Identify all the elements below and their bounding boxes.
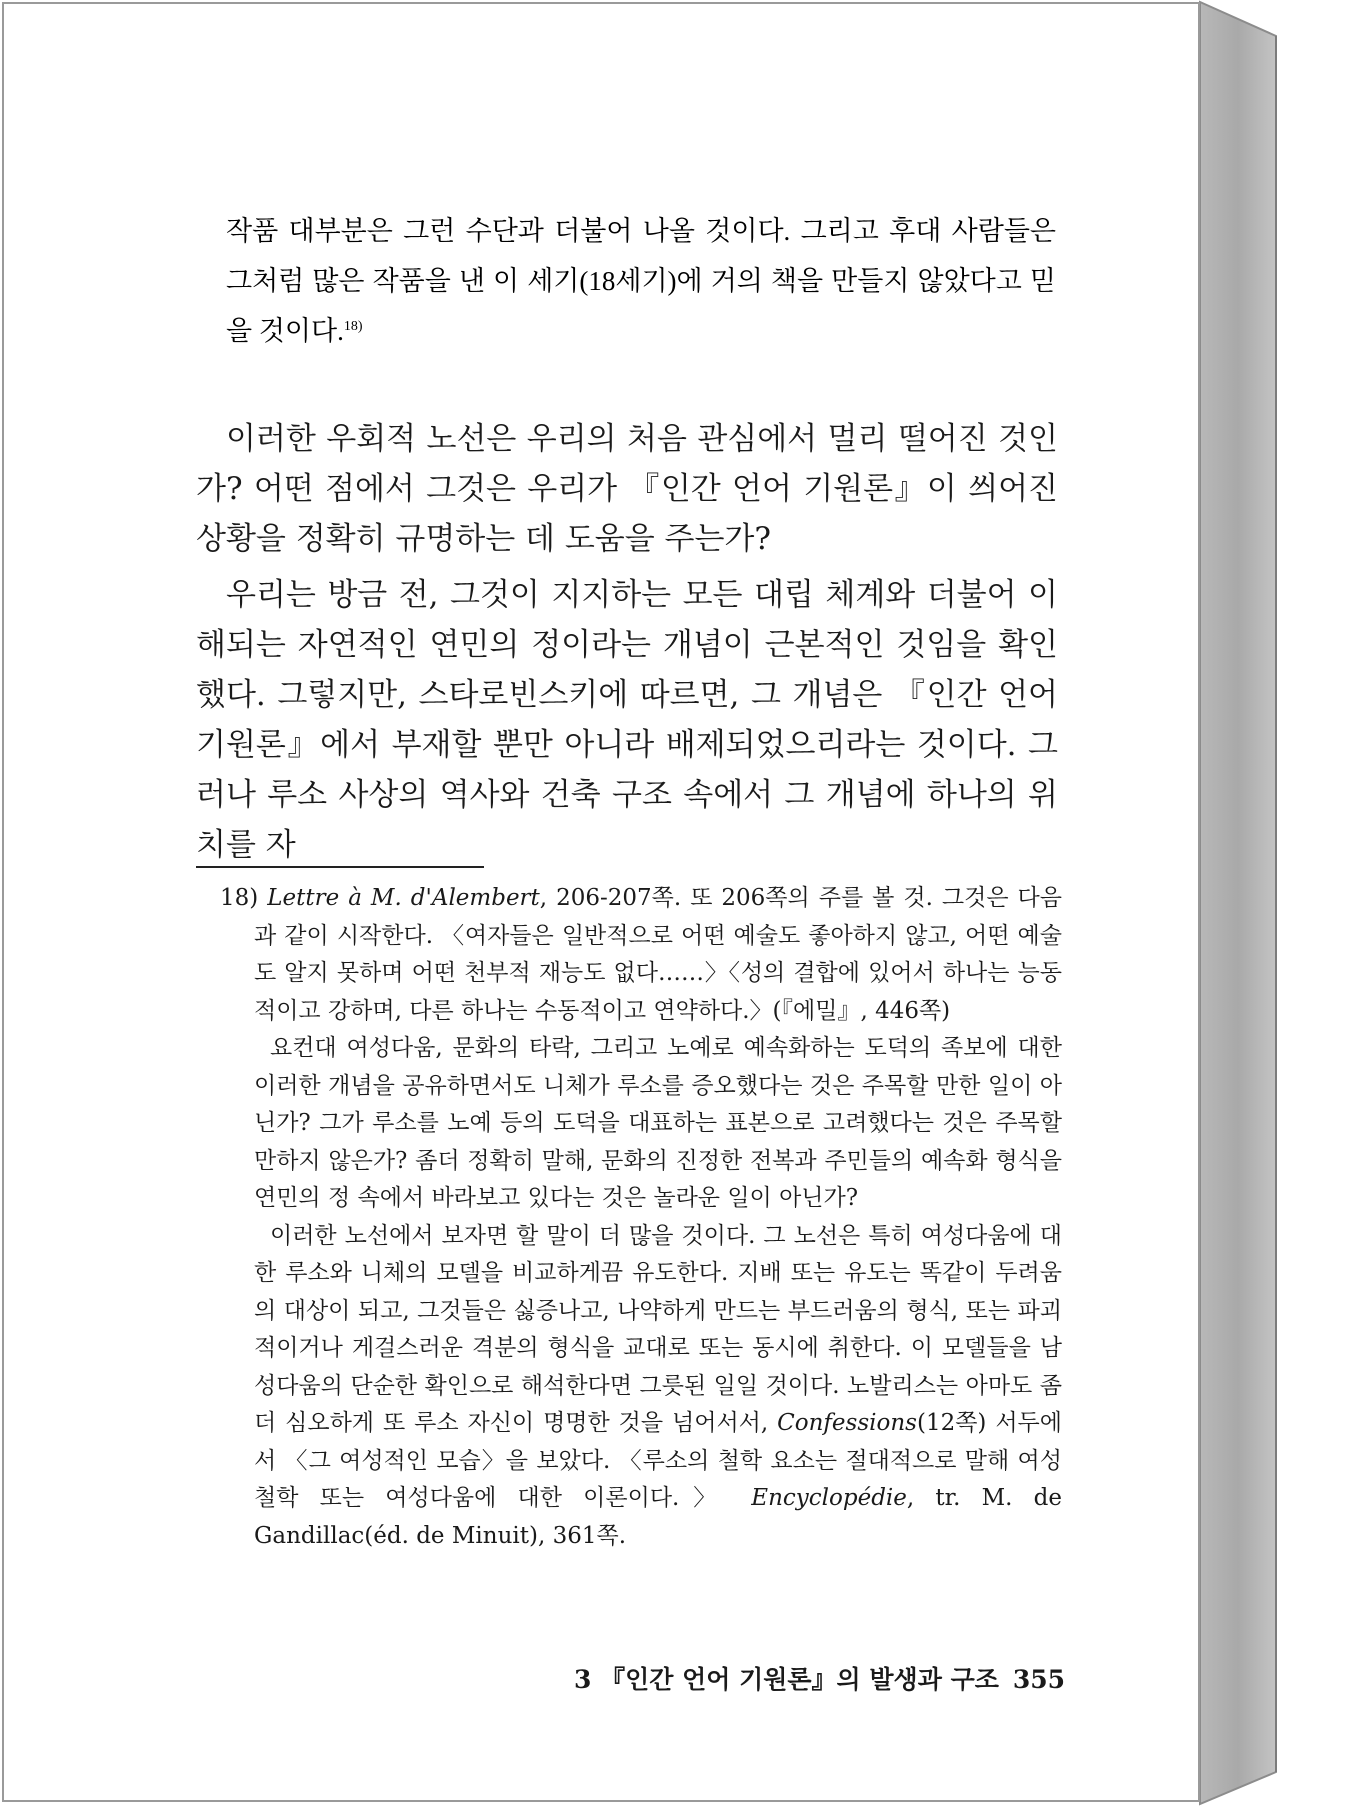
body-text xyxy=(196,414,1058,870)
footnote-title: Lettre à M. d'Alembert xyxy=(267,885,540,911)
footnote-p3-text-c: , tr. M. de Gandillac(éd. de Minuit), 361쪽. xyxy=(254,1485,1062,1549)
footnote-paragraph-3 xyxy=(220,1218,1062,1556)
block-quote-text: 작품 대부분은 그런 수단과 더불어 나올 것이다. 그리고 후대 사람들은 그처럼 많은 작품을 낸 이 세기(18세기)에 거의 책을 만들지 않았다고 믿을 것이다. xyxy=(226,216,1056,346)
footnote-encyclopedie: Encyclopédie xyxy=(751,1485,907,1511)
block-quote xyxy=(226,206,1056,356)
footnote-confessions: Confessions xyxy=(777,1410,917,1436)
running-head-text: 3 『인간 언어 기원론』의 발생과 구조 xyxy=(574,1665,999,1694)
body-paragraph-2: 우리는 방금 전, 그것이 지지하는 모든 대립 체계와 더불어 이해되는 자연적인 연민의 정이라는 개념이 근본적인 것임을 확인했다. 그렇지만, 스타로빈스키에 따르면, 그 개념은 『인간 언어 기원론』에서 부재할 뿐만 아니라 배제되었으리라는 것이다. 그러나 루소 사상의 역사와 건축 구조 속에서 그 개념에 하나의 위치를 자 xyxy=(196,577,1058,863)
footnote-p3-text-a: 이러한 노선에서 보자면 할 말이 더 많을 것이다. 그 노선은 특히 여성다움에 대한 루소와 니체의 모델을 비교하게끔 유도한다. 지배 또는 유도는 똑같이 두려움의 대상이 되고, 그것들은 싫증나고, 나약하게 만드는 부드러움의 형식, 또는 파괴적이거나 게걸스러운 격분의 형식을 교대로 또는 동시에 취한다. 이 모델들을 남성다움의 단순한 확인으로 해석한다면 그릇된 일일 것이다. 노발리스는 아마도 좀더 심오하게 또 루소 자신이 명명한 것을 넘어서서, xyxy=(254,1222,1062,1436)
footnote-separator xyxy=(196,866,484,868)
footnote-18 xyxy=(220,880,1062,1030)
body-paragraph-1: 이러한 우회적 노선은 우리의 처음 관심에서 멀리 떨어진 것인가? 어떤 점에서 그것은 우리가 『인간 언어 기원론』이 씌어진 상황을 정확히 규명하는 데 도움을 주는가? xyxy=(196,421,1058,557)
page-number: 355 xyxy=(1012,1665,1066,1694)
footnote-number: 18) xyxy=(220,885,259,911)
footnote-text: , 206-207쪽. 또 206쪽의 주를 볼 것. 그것은 다음과 같이 시작한다. 〈여자들은 일반적으로 어떤 예술도 좋아하지 않고, 어떤 예술도 알지 못하며 어떤 천부적 재능도 없다……〉〈성의 결합에 있어서 하나는 능동적이고 강하며, 다른 하나는 수동적이고 연약하다.〉(『에밀』, 446쪽) xyxy=(254,885,1062,1024)
running-footer xyxy=(574,1660,1066,1696)
footnote-p3-text-b: (12쪽) 서두에서 〈그 여성적인 모습〉을 보았다. 〈루소의 철학 요소는 절대적으로 말해 여성 철학 또는 여성다움에 대한 이론이다.〉 xyxy=(254,1410,1062,1511)
book-edge-face xyxy=(1200,2,1276,1804)
footnote-ref: 18) xyxy=(343,319,363,334)
footnotes xyxy=(220,880,1062,1555)
footnote-paragraph-2: 요컨대 여성다움, 문화의 타락, 그리고 노예로 예속화하는 도덕의 족보에 대한 이러한 개념을 공유하면서도 니체가 루소를 증오했다는 것은 주목할 만한 일이 아닌가? 그가 루소를 노예 등의 도덕을 대표하는 표본으로 고려했다는 것은 주목할 만하지 않은가? 좀더 정확히 말해, 문화의 진정한 전복과 주민들의 예속화 형식을 연민의 정 속에서 바라보고 있다는 것은 놀라운 일이 아닌가? xyxy=(254,1035,1062,1211)
